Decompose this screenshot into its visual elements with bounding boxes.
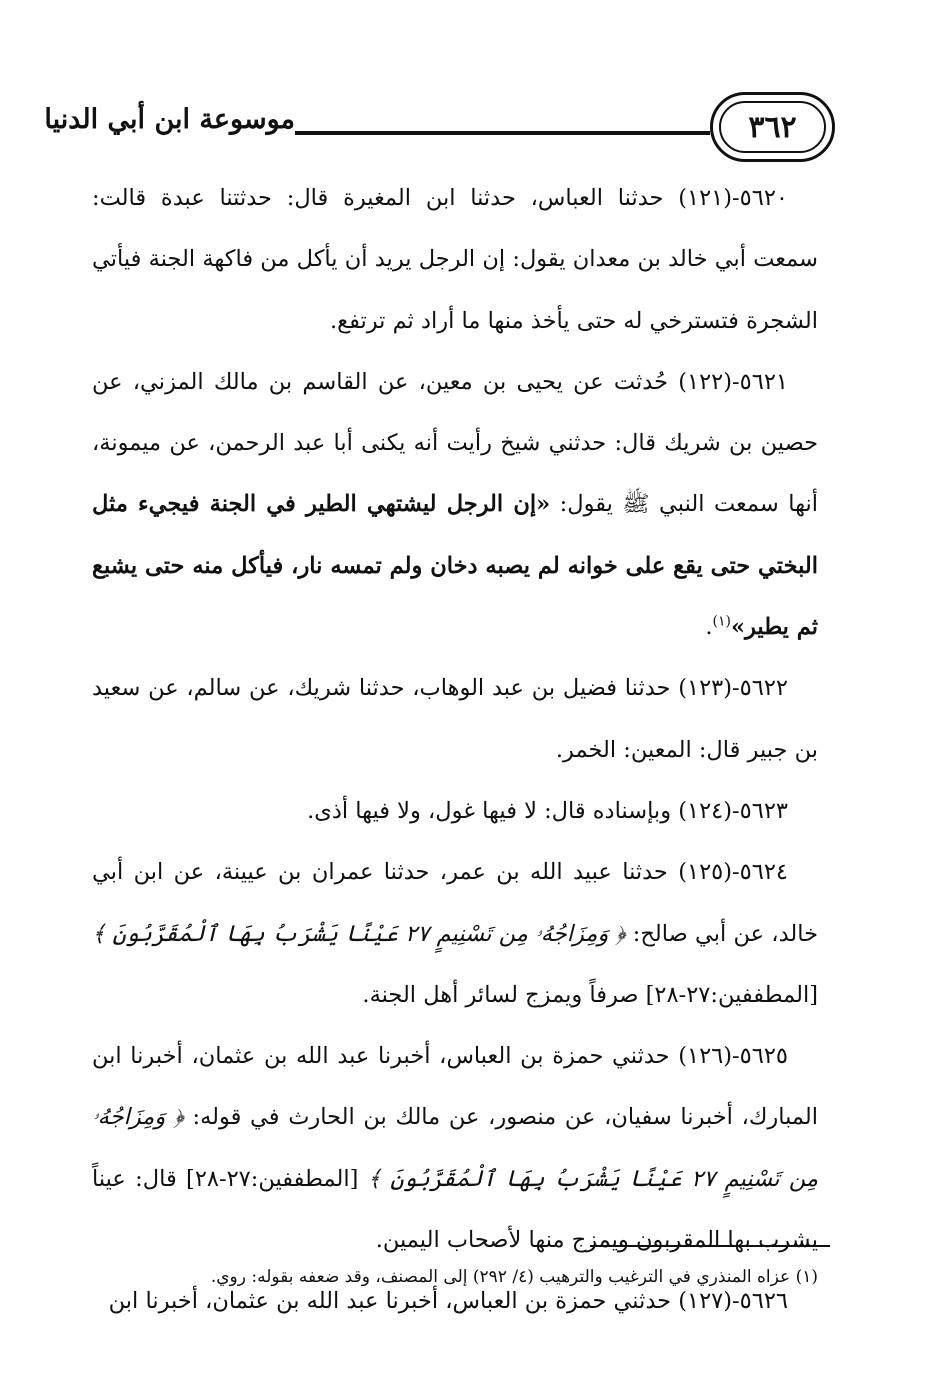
paragraph-5620: ٥٦٢٠-(١٢١) حدثنا العباس، حدثنا ابن المغيرة قال: حدثتنا عبدة قالت: سمعت أبي خالد بن معدان يقول: إن الرجل يريد أن يأكل من فاكهة الجنة فيأتي الشجرة فتسترخي له حتى يأخذ منها ما أراد ثم ترتفع.	[92, 185, 818, 334]
footnote-rule	[590, 1245, 830, 1247]
page-number-badge	[710, 92, 835, 162]
page-number: ٣٦٢	[748, 109, 797, 145]
paragraph-5622: ٥٦٢٢-(١٢٣) حدثنا فضيل بن عبد الوهاب، حدثنا شريك، عن سالم، عن سعيد بن جبير قال: المعين: الخمر.	[92, 675, 818, 763]
paragraph-5624	[92, 842, 818, 1026]
paragraph-5625	[92, 1026, 818, 1271]
header-rule	[295, 131, 710, 135]
paragraph-5621-text: ٥٦٢١-(١٢٢) حُدثت عن يحيى بن معين، عن القاسم بن مالك المزني، عن حصين بن شريك قال: حدثني شيخ رأيت أنه يكنى أبا عبد الرحمن، عن ميمونة، أنها سمعت النبي ﷺ يقول:	[92, 368, 818, 518]
footnote: (١) عزاه المنذري في الترغيب والترهيب (٤/ ٢٩٢) إلى المصنف، وقد ضعفه بقوله: روي.	[210, 1267, 818, 1287]
paragraph-5626: ٥٦٢٦-(١٢٧) حدثني حمزة بن العباس، أخبرنا عبد الله بن عثمان، أخبرنا ابن	[108, 1288, 788, 1315]
paragraph-5625-text: ٥٦٢٥-(١٢٦) حدثني حمزة بن العباس، أخبرنا عبد الله بن عثمان، أخبرنا ابن المبارك، أخبرنا سفيان، عن منصور، عن مالك بن الحارث في قوله:	[92, 1043, 818, 1131]
paragraph-5623: ٥٦٢٣-(١٢٤) وبإسناده قال: لا فيها غول، ولا فيها أذى.	[307, 797, 788, 824]
book-title: موسوعة ابن أبي الدنيا	[44, 104, 295, 135]
hadith-quote: «إن الرجل ليشتهي الطير في الجنة فيجيء مثل البختي حتى يقع على خوانه لم يصبه دخان ولم تمسه نار، فيأكل منه حتى يشبع ثم يطير»	[92, 491, 818, 641]
paragraph-5621	[92, 352, 818, 658]
quran-verse: ﴿ وَمِزَاجُهُۥ مِن تَسْنِيمٍ ٢٧ عَيْنًا يَشْرَبُ بِهَا ٱلْمُقَرَّبُونَ ﴾	[92, 920, 626, 947]
footnote-marker: (١)	[712, 613, 731, 630]
main-text	[92, 168, 818, 1333]
paragraph-5625-rest: [المطففين:٢٧-٢٨] قال: عيناً يشرب بها المقربون ويمزج منها لأصحاب اليمين.	[92, 1165, 818, 1254]
paragraph-5624-text: ٥٦٢٤-(١٢٥) حدثنا عبيد الله بن عمر، حدثنا عمران بن عيينة، عن ابن أبي خالد، عن أبي صالح:	[92, 859, 818, 947]
quran-verse: ﴿ وَمِزَاجُهُۥ مِن تَسْنِيمٍ ٢٧ عَيْنًا يَشْرَبُ بِهَا ٱلْمُقَرَّبُونَ ﴾	[92, 1104, 819, 1192]
page-header	[44, 92, 835, 168]
paragraph-5621-end: .	[705, 614, 713, 641]
paragraph-5624-rest: [المطففين:٢٧-٢٨] صرفاً ويمزج لسائر أهل الجنة.	[362, 981, 818, 1008]
